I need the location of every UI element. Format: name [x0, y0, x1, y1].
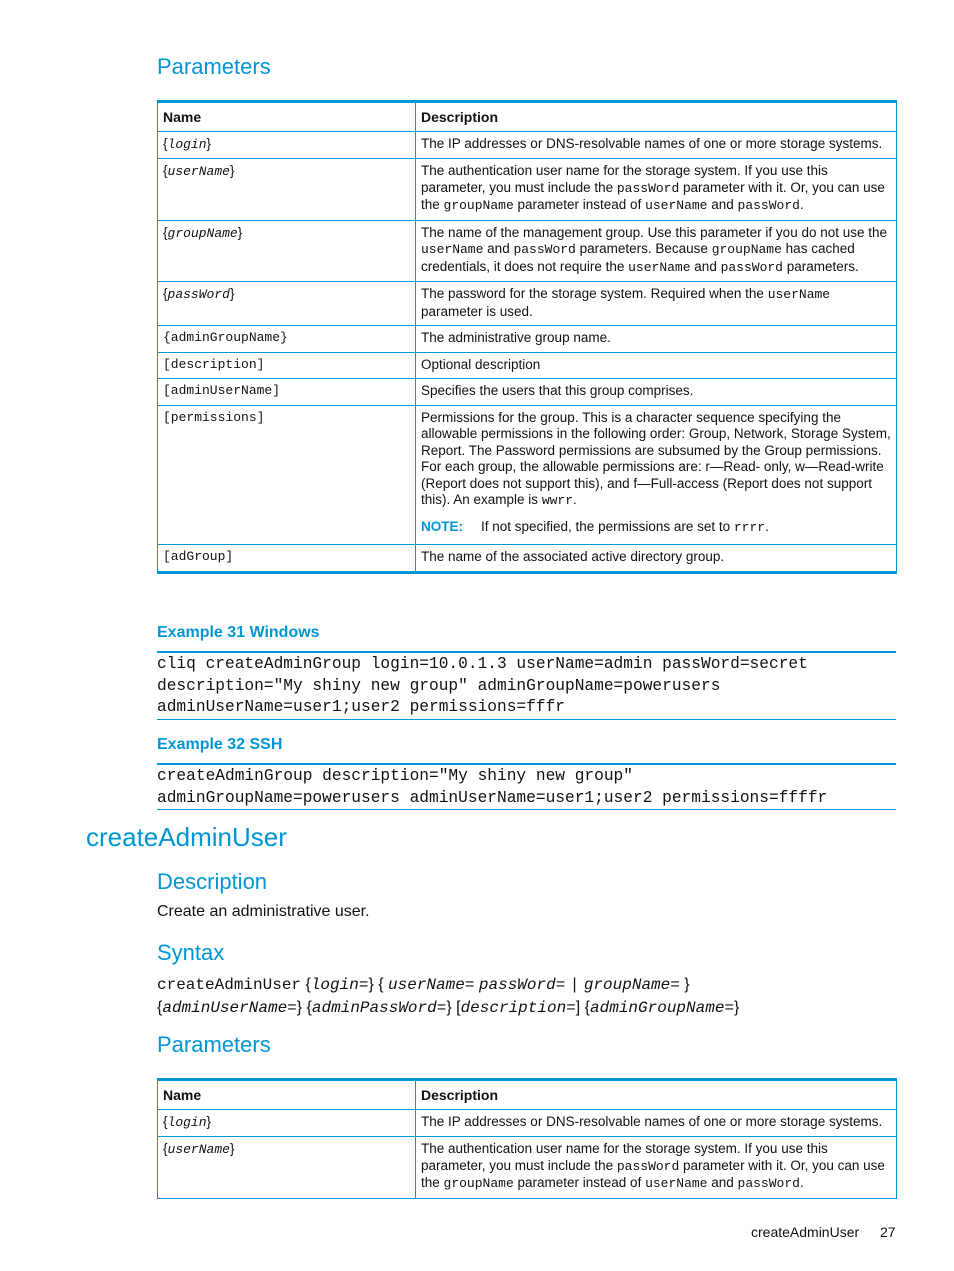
param-description: Optional description — [416, 352, 897, 379]
param-description: The administrative group name. — [416, 326, 897, 353]
param-name: [description] — [158, 352, 416, 379]
param-description: Specifies the users that this group comprises. — [416, 379, 897, 406]
param-name: {adminGroupName} — [158, 326, 416, 353]
page-number: 27 — [880, 1224, 896, 1240]
example-32-label: Example 32 SSH — [157, 736, 283, 753]
param-name: [adGroup] — [158, 545, 416, 573]
param-description: The authentication user name for the storage system. If you use this parameter, you must include the passWord parameter with it. Or, you can use the groupName parameter instead of userName and passWord. — [416, 1137, 897, 1199]
column-header-name: Name — [158, 1080, 416, 1110]
example-31-label: Example 31 Windows — [157, 624, 320, 641]
syntax-heading: Syntax — [157, 940, 225, 965]
param-description: The password for the storage system. Required when the userName parameter is used. — [416, 282, 897, 326]
parameters-heading: Parameters — [157, 54, 271, 79]
example-31-code: cliq createAdminGroup login=10.0.1.3 userName=admin passWord=secret description="My shiny new group" adminGroupName=powerusers adminUserName=user1;user2 permissions=fffr — [157, 651, 896, 720]
param-name: {userName} — [158, 1137, 416, 1199]
param-name: {login} — [158, 131, 416, 159]
param-name: [adminUserName] — [158, 379, 416, 406]
table-row — [158, 159, 897, 221]
param-name: [permissions] — [158, 405, 416, 545]
example-32-code: createAdminGroup description="My shiny new group" adminGroupName=powerusers adminUserName=user1;user2 permissions=ffffr — [157, 763, 896, 810]
param-description: The IP addresses or DNS-resolvable names of one or more storage systems. — [416, 1109, 897, 1137]
param-description: The name of the associated active directory group. — [416, 545, 897, 573]
table-row — [158, 545, 897, 573]
param-name: {groupName} — [158, 220, 416, 282]
parameters-table-2 — [157, 1078, 897, 1199]
description-heading: Description — [157, 869, 268, 894]
column-header-description: Description — [416, 102, 897, 132]
table-row — [158, 1109, 897, 1137]
param-name: {userName} — [158, 159, 416, 221]
table-header-row — [158, 1080, 897, 1110]
table-row — [158, 1137, 897, 1199]
parameters-table — [157, 100, 897, 574]
table-header-row — [158, 102, 897, 132]
parameters-heading-2: Parameters — [157, 1032, 271, 1057]
table-row — [158, 379, 897, 406]
table-row — [158, 282, 897, 326]
footer-section-name: createAdminUser — [751, 1224, 860, 1240]
note: NOTE: If not specified, the permissions are set to rrrr. — [421, 518, 769, 535]
param-description: The name of the management group. Use this parameter if you do not use the userName and passWord parameters. Because groupName has cached credentials, it does not require the userName and passWord parameters. — [416, 220, 897, 282]
column-header-description: Description — [416, 1080, 897, 1110]
table-row — [158, 405, 897, 545]
param-description: The authentication user name for the storage system. If you use this parameter, you must include the passWord parameter with it. Or, you can use the groupName parameter instead of userName and passWord. — [416, 159, 897, 221]
param-name: {passWord} — [158, 282, 416, 326]
note-label: NOTE: — [421, 518, 463, 534]
syntax-block: createAdminUser {login=} { userName= passWord= | groupName= } {adminUserName=} {adminPassWord=} [description=] {adminGroupName=} — [157, 976, 740, 1017]
table-row — [158, 352, 897, 379]
param-description: The IP addresses or DNS-resolvable names of one or more storage systems. — [416, 131, 897, 159]
param-description: Permissions for the group. This is a character sequence specifying the allowable permissions in the following order: Group, Network, Storage System, Report. The Password permissions are subsumed by the Group permissions. For each group, the allowable permissions are: r—Read- only, w—Read-write (Report does not support this), and f—Full-access (Report does not support this). An example is wwrr. NOTE: If not specified, the permissions are set to rrrr. — [416, 405, 897, 545]
table-row — [158, 220, 897, 282]
command-title: createAdminUser — [86, 822, 287, 852]
column-header-name: Name — [158, 102, 416, 132]
table-row — [158, 131, 897, 159]
table-row — [158, 326, 897, 353]
description-text: Create an administrative user. — [157, 903, 370, 920]
param-name: {login} — [158, 1109, 416, 1137]
